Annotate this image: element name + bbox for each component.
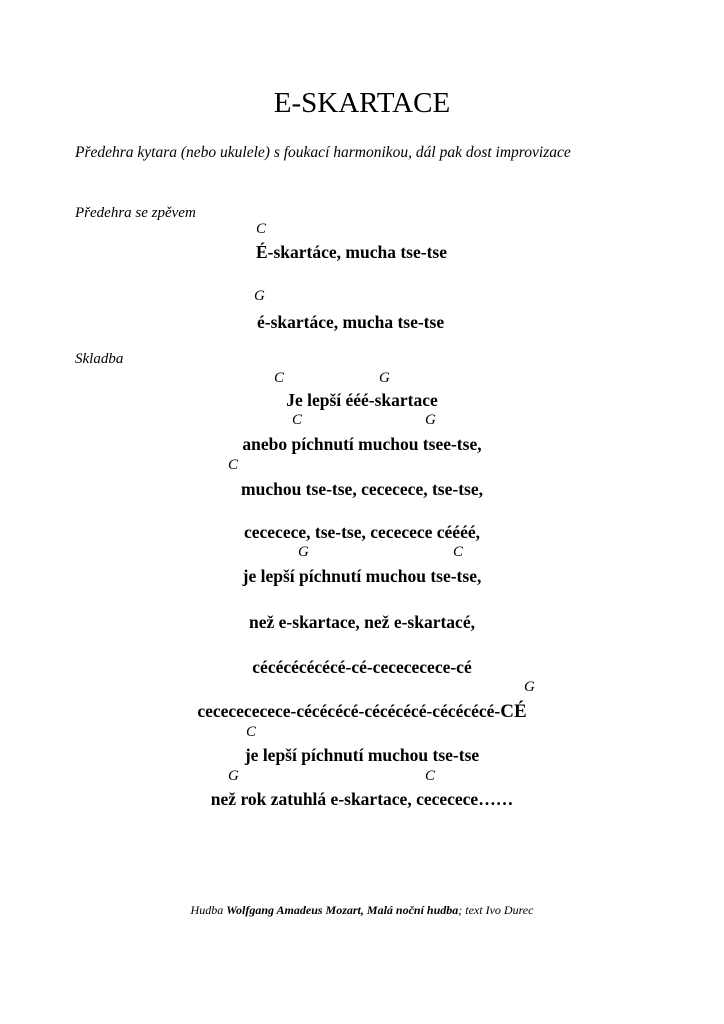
lyric-line: než rok zatuhlá e-skartace, cececece…… xyxy=(210,789,514,809)
lyric-line: je lepší píchnutí muchou tse-tse xyxy=(244,745,480,765)
lyric-line: muchou tse-tse, cececece, tse-tse, xyxy=(241,479,483,499)
chord: G xyxy=(425,412,436,428)
lyric-line: cécécécécécé-cé-cecececece-cé xyxy=(252,657,472,677)
chord: C xyxy=(292,412,303,428)
lyric-line: je lepší píchnutí muchou tse-tse, xyxy=(242,566,482,586)
chord: C xyxy=(425,768,436,784)
footer-credit xyxy=(0,902,724,918)
chord: C xyxy=(228,457,239,473)
footer-composer: Wolfgang Amadeus Mozart, Malá noční hudba xyxy=(226,903,459,917)
chord: G xyxy=(298,544,309,560)
lyric-line: Je lepší ééé-skartace xyxy=(286,390,438,410)
chord: G xyxy=(228,768,239,784)
lyric-end: CÉ xyxy=(500,701,527,722)
lyric-line: než e-skartace, než e-skartacé, xyxy=(249,612,475,632)
lyric-line: É-skartáce, mucha tse-tse xyxy=(256,242,447,262)
chord: C xyxy=(256,221,267,237)
lyric-line: cececece, tse-tse, cececece céééé, xyxy=(243,522,480,542)
chord: G xyxy=(254,288,265,304)
chord: C xyxy=(274,370,285,386)
lyric-text: cececececece-cécécécé-cécécécé-cécécécé- xyxy=(197,701,501,721)
song-heading: Skladba xyxy=(75,351,124,367)
intro-heading: Předehra se zpěvem xyxy=(75,205,196,221)
footer-suffix: ; text Ivo Durec xyxy=(458,903,534,917)
page-title: E-SKARTACE xyxy=(273,87,451,119)
chord: G xyxy=(524,679,535,695)
lyric-line-8 xyxy=(0,700,724,723)
chord: C xyxy=(246,724,257,740)
chord: C xyxy=(453,544,464,560)
chord: G xyxy=(379,370,390,386)
subtitle: Předehra kytara (nebo ukulele) s foukací harmonikou, dál pak dost improvizace xyxy=(75,144,571,161)
lyric-line: anebo píchnutí muchou tsee-tse, xyxy=(242,434,482,454)
lyric-line: é-skartáce, mucha tse-tse xyxy=(257,312,445,332)
footer-prefix: Hudba xyxy=(190,903,227,917)
